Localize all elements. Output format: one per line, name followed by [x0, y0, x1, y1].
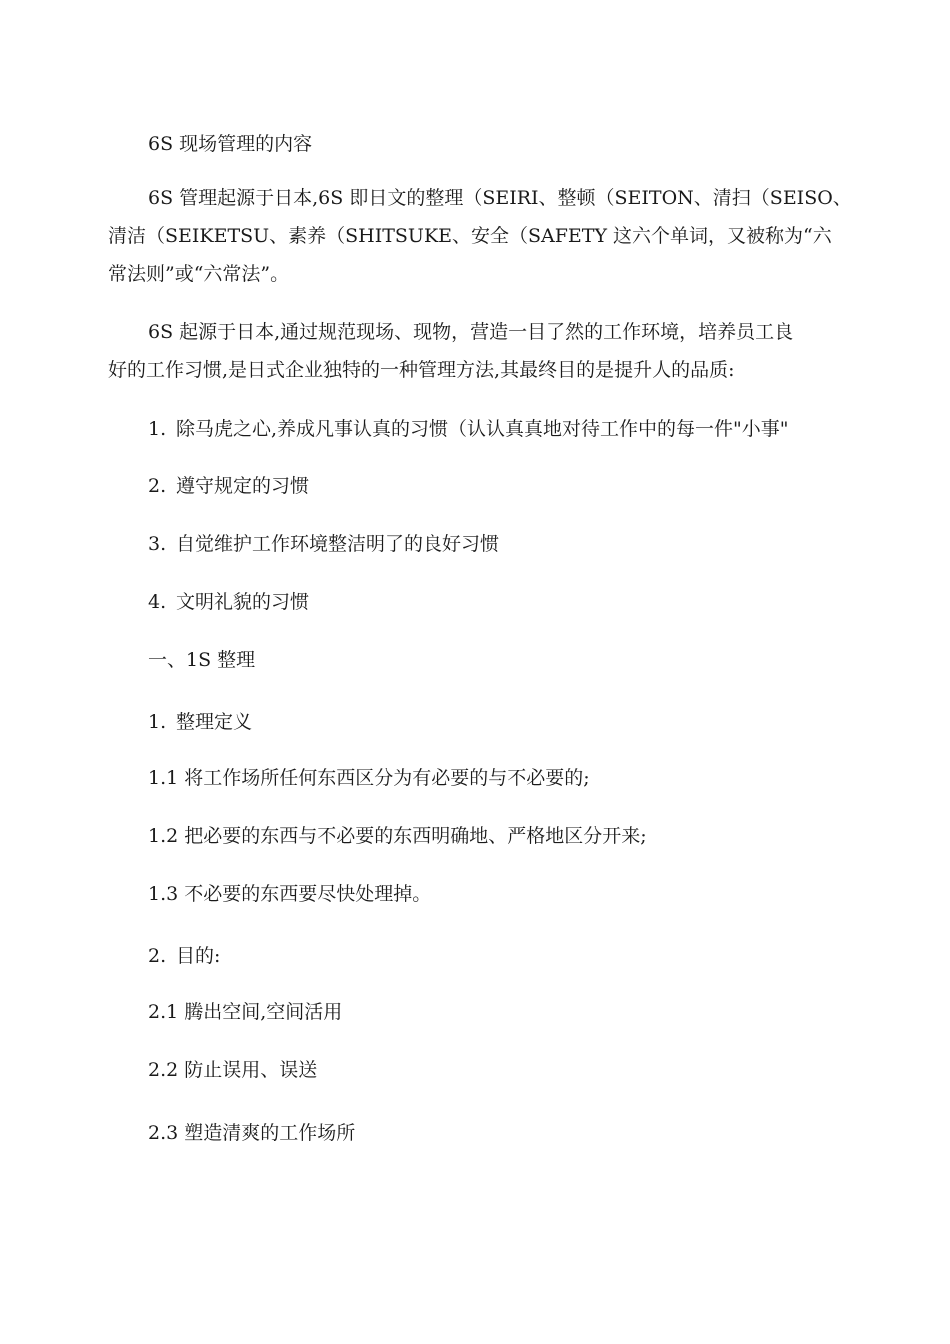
definition-item-1-2: 1.2 把必要的东西与不必要的东西明确地、严格地区分开来; [148, 825, 647, 847]
intro-paragraph-2-line-2: 好的工作习惯,是日式企业独特的一种管理方法,其最终目的是提升人的品质: [108, 359, 735, 381]
habit-item-3 [148, 525, 499, 563]
purpose-heading [148, 937, 220, 975]
list-number: 2. [148, 945, 167, 967]
list-text: 自觉维护工作环境整洁明了的良好习惯 [176, 533, 500, 555]
list-number: 1. [148, 711, 167, 733]
list-number: 4. [148, 591, 167, 613]
definition-item-1-3: 1.3 不必要的东西要尽快处理掉。 [148, 883, 432, 905]
intro-paragraph-1-line-2: 清洁（SEIKETSU、素养（SHITSUKE、安全（SAFETY 这六个单词，又被称为“六 [108, 225, 832, 247]
list-text: 遵守规定的习惯 [176, 475, 310, 497]
list-number: 1. [148, 418, 167, 440]
intro-paragraph-1-line-3: 常法则”或“六常法”。 [108, 263, 290, 285]
purpose-item-2-3: 2.3 塑造清爽的工作场所 [148, 1122, 356, 1144]
habit-item-4 [148, 583, 309, 621]
list-number: 3. [148, 533, 167, 555]
list-number: 2. [148, 475, 167, 497]
definition-heading [148, 703, 252, 741]
list-text: 目的: [176, 945, 221, 967]
purpose-item-2-2: 2.2 防止误用、误送 [148, 1059, 318, 1081]
list-text: 整理定义 [176, 711, 253, 733]
section-1-title: 一、1S 整理 [148, 649, 256, 671]
list-text: 除马虎之心,养成凡事认真的习惯（认认真真地对待工作中的每一件"小事" [176, 418, 789, 440]
purpose-item-2-1: 2.1 腾出空间,空间活用 [148, 1001, 343, 1023]
habit-item-2 [148, 467, 309, 505]
intro-paragraph-1-line-1: 6S 管理起源于日本,6S 即日文的整理（SEIRI、整顿（SEITON、清扫（SEISO、 [148, 187, 852, 209]
habit-item-1 [148, 410, 789, 448]
document-heading: 6S 现场管理的内容 [148, 133, 313, 155]
definition-item-1-1: 1.1 将工作场所任何东西区分为有必要的与不必要的; [148, 767, 590, 789]
list-text: 文明礼貌的习惯 [176, 591, 310, 613]
intro-paragraph-2-line-1: 6S 起源于日本,通过规范现场、现物，营造一目了然的工作环境，培养员工良 [148, 321, 794, 343]
